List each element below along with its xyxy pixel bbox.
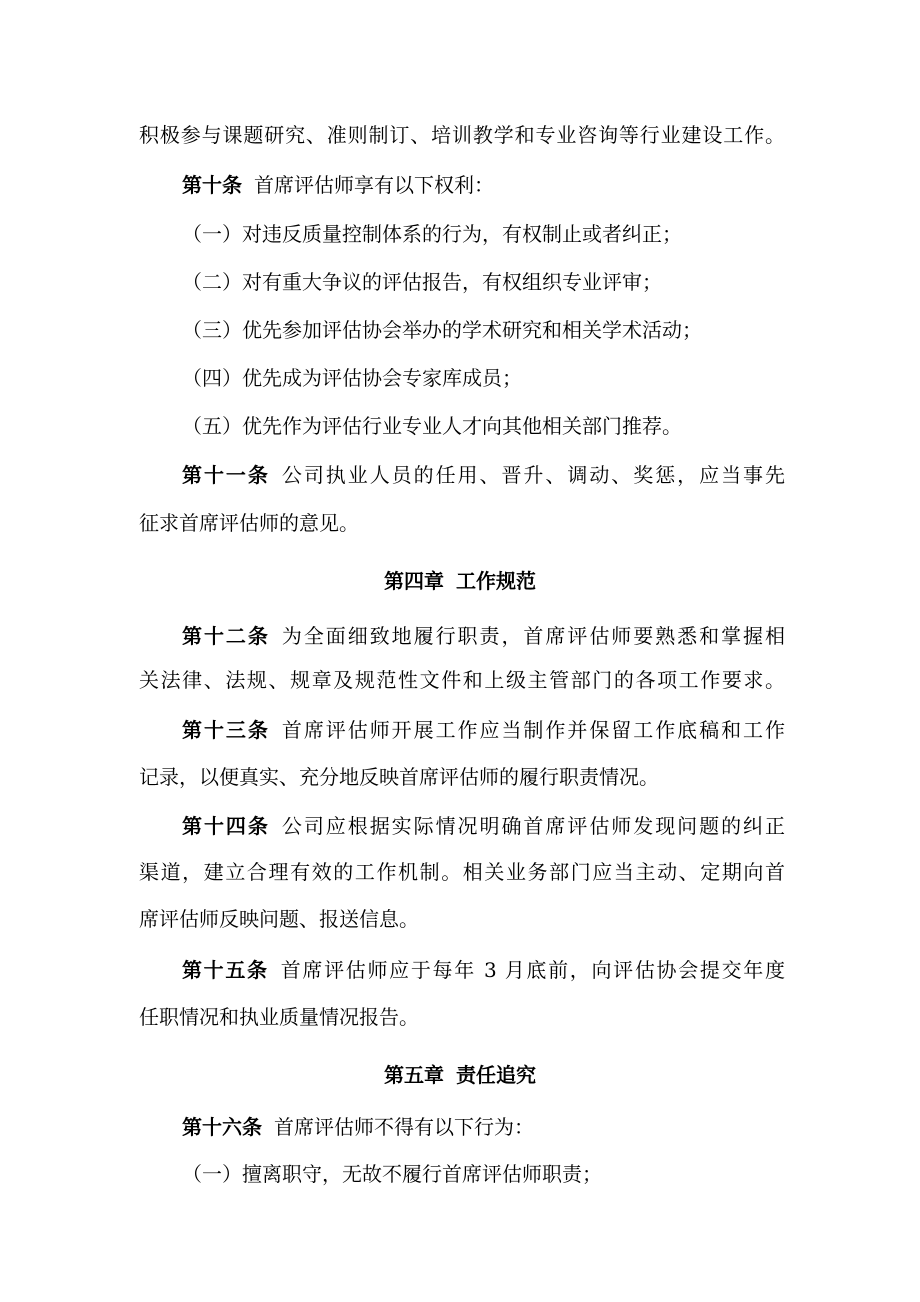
chapter-number: 第五章	[384, 1063, 444, 1087]
chapter-4-heading	[0, 567, 920, 595]
article-11	[182, 461, 785, 489]
list-item: （二）对有重大争议的评估报告，有权组织专业评审；	[182, 270, 662, 294]
article-text: 首席评估师开展工作应当制作并保留工作底稿和工作	[281, 718, 786, 742]
list-item: （三）优先参加评估协会举办的学术研究和相关学术活动；	[182, 318, 702, 342]
paragraph-line: 任职情况和执业质量情况报告。	[139, 1005, 419, 1029]
article-12	[182, 622, 785, 650]
article-text: 为全面细致地履行职责，首席评估师要熟悉和掌握相	[281, 624, 786, 648]
article-label: 第十六条	[182, 1115, 262, 1139]
chapter-5-heading	[0, 1061, 920, 1089]
article-10	[182, 171, 785, 199]
article-text: 公司应根据实际情况明确首席评估师发现问题的纠正	[281, 814, 786, 838]
paragraph-line: 席评估师反映问题、报送信息。	[139, 907, 419, 931]
paragraph-line: 渠道，建立合理有效的工作机制。相关业务部门应当主动、定期向首	[139, 860, 785, 884]
article-label: 第十三条	[182, 718, 270, 742]
article-label: 第十五条	[182, 958, 269, 982]
paragraph-line: 记录，以便真实、充分地反映首席评估师的履行职责情况。	[139, 765, 659, 789]
article-text: 首席评估师享有以下权利：	[254, 173, 494, 197]
article-text: 首席评估师应于每年 3 月底前，向评估协会提交年度	[280, 958, 785, 982]
paragraph-line: 征求首席评估师的意见。	[139, 511, 359, 535]
article-label: 第十一条	[182, 463, 270, 487]
article-16	[182, 1113, 785, 1141]
list-item: （一）擅离职守，无故不履行首席评估师职责；	[182, 1162, 602, 1186]
paragraph-line: 积极参与课题研究、准则制订、培训教学和专业咨询等行业建设工作。	[139, 123, 785, 147]
article-label: 第十条	[182, 173, 242, 197]
article-13	[182, 716, 785, 744]
chapter-title: 工作规范	[456, 569, 536, 593]
chapter-number: 第四章	[384, 569, 444, 593]
article-label: 第十四条	[182, 814, 270, 838]
paragraph-line: 关法律、法规、规章及规范性文件和上级主管部门的各项工作要求。	[139, 668, 785, 692]
article-15	[182, 956, 785, 984]
list-item: （一）对违反质量控制体系的行为，有权制止或者纠正；	[182, 222, 682, 246]
article-text: 首席评估师不得有以下行为：	[274, 1115, 534, 1139]
article-text: 公司执业人员的任用、晋升、调动、奖惩，应当事先	[281, 463, 786, 487]
list-item: （四）优先成为评估协会专家库成员；	[182, 366, 522, 390]
article-label: 第十二条	[182, 624, 270, 648]
list-item: （五）优先作为评估行业专业人才向其他相关部门推荐。	[182, 414, 682, 438]
article-14	[182, 812, 785, 840]
chapter-title: 责任追究	[456, 1063, 536, 1087]
